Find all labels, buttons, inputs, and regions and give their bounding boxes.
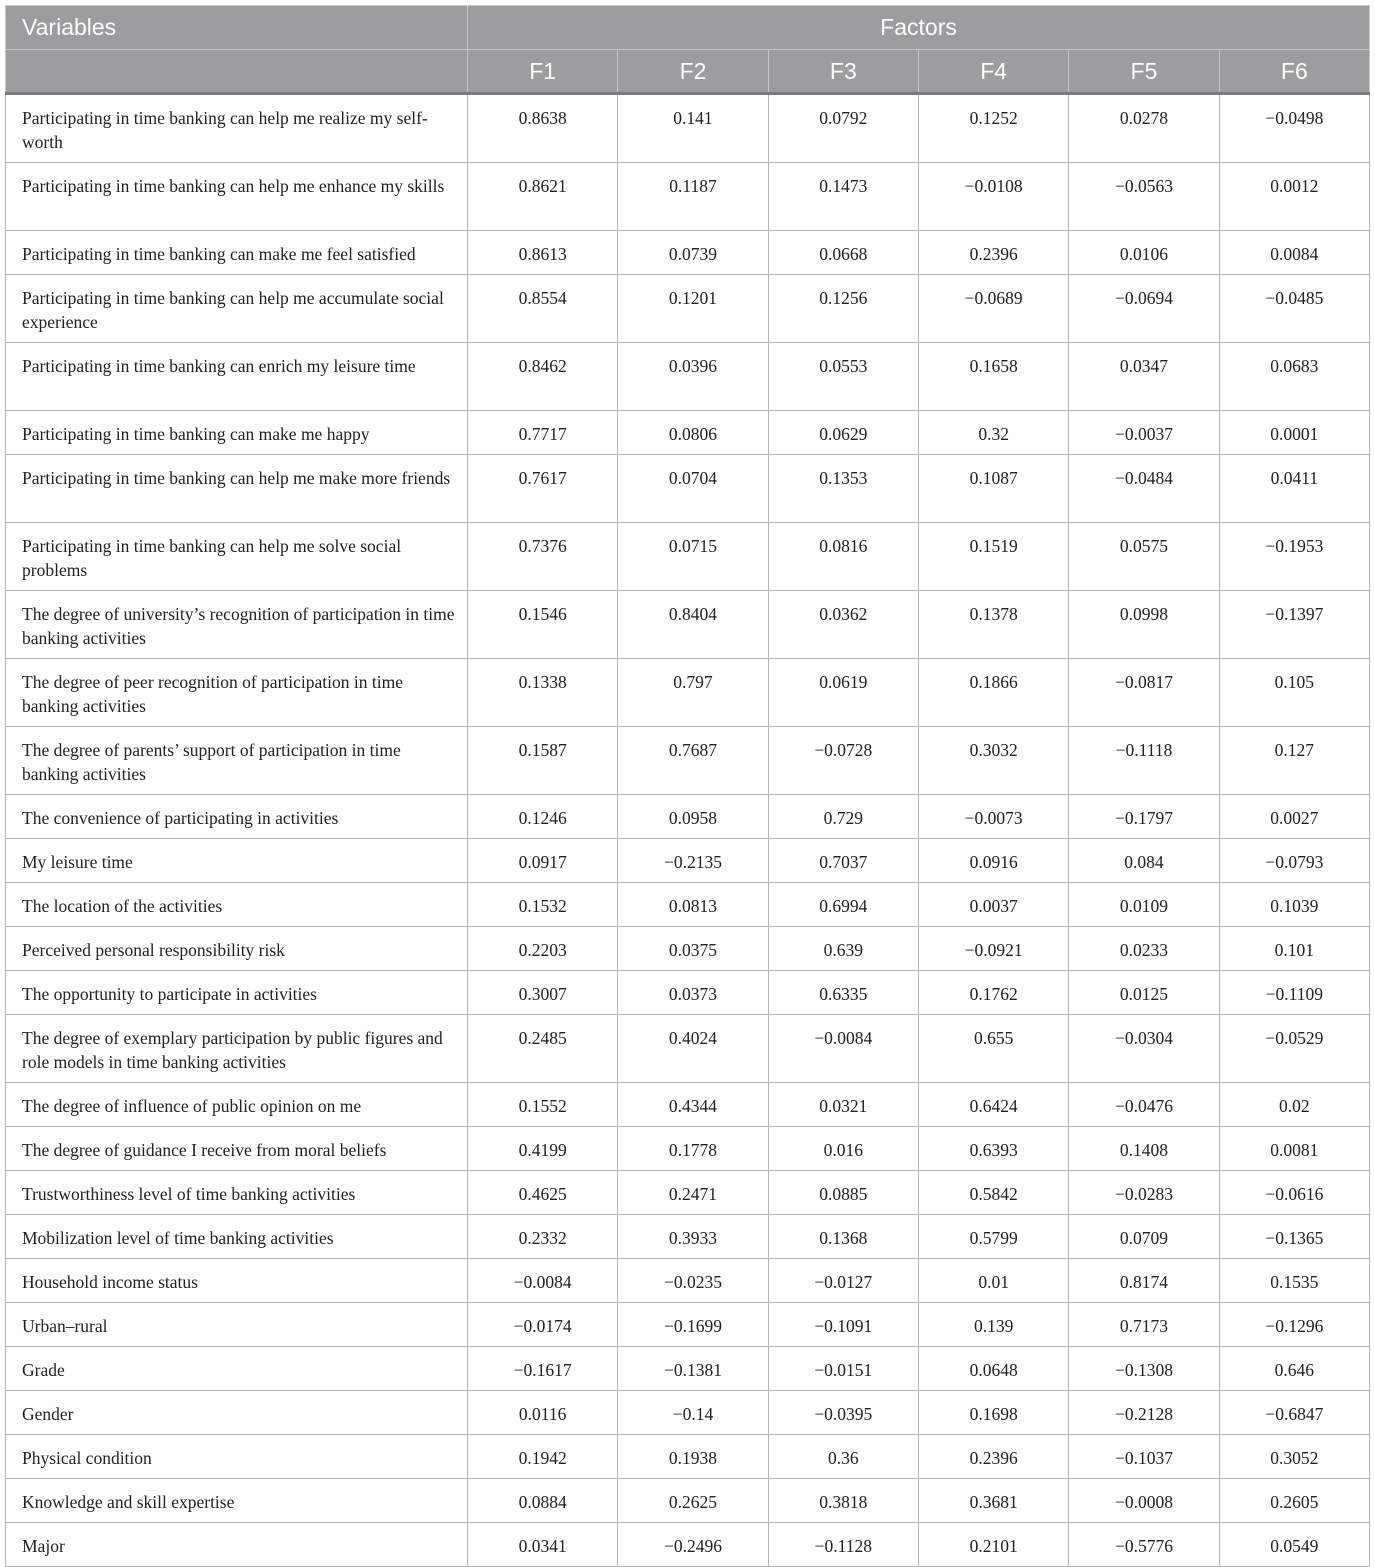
table-header (6, 6, 1370, 94)
loading-value-f2: 0.141 (618, 94, 768, 163)
loading-value-f2: 0.0813 (618, 883, 768, 927)
table-row (6, 795, 1370, 839)
loading-value-f5: −0.1797 (1069, 795, 1219, 839)
loading-value-f3: 0.729 (768, 795, 918, 839)
loading-value-f2: −0.2135 (618, 839, 768, 883)
loading-value-f5: −0.5776 (1069, 1523, 1219, 1567)
table-row (6, 1083, 1370, 1127)
loading-value-f5: −0.0304 (1069, 1015, 1219, 1083)
loading-value-f2: −0.0235 (618, 1259, 768, 1303)
loading-value-f3: −0.0395 (768, 1391, 918, 1435)
table-row (6, 1435, 1370, 1479)
loading-value-f2: 0.2625 (618, 1479, 768, 1523)
loading-value-f1: 0.4625 (468, 1171, 618, 1215)
loading-value-f1: 0.3007 (468, 971, 618, 1015)
loading-value-f3: 0.639 (768, 927, 918, 971)
variable-label: Participating in time banking can help me realize my self-worth (6, 94, 468, 163)
variable-label: Participating in time banking can help me make more friends (6, 455, 468, 523)
loading-value-f2: 0.0375 (618, 927, 768, 971)
table-row (6, 1171, 1370, 1215)
loading-value-f3: −0.1091 (768, 1303, 918, 1347)
loading-value-f4: 0.6424 (918, 1083, 1068, 1127)
loading-value-f6: 0.0084 (1219, 231, 1369, 275)
table-row (6, 411, 1370, 455)
loading-value-f1: 0.8621 (468, 163, 618, 231)
factors-header: Factors (468, 6, 1370, 50)
loading-value-f2: −0.14 (618, 1391, 768, 1435)
loading-value-f5: 0.0125 (1069, 971, 1219, 1015)
variable-label: The degree of exemplary participation by public figures and role models in time banking activities (6, 1015, 468, 1083)
loading-value-f1: 0.1246 (468, 795, 618, 839)
loading-value-f2: 0.7687 (618, 727, 768, 795)
variable-label: The convenience of participating in activities (6, 795, 468, 839)
loading-value-f2: 0.0396 (618, 343, 768, 411)
variables-header-blank (6, 50, 468, 94)
table-row (6, 455, 1370, 523)
table-row (6, 275, 1370, 343)
variable-label: Physical condition (6, 1435, 468, 1479)
loading-value-f4: 0.5842 (918, 1171, 1068, 1215)
variable-label: Participating in time banking can make me feel satisfied (6, 231, 468, 275)
loading-value-f2: 0.0373 (618, 971, 768, 1015)
loading-value-f4: 0.3681 (918, 1479, 1068, 1523)
loading-value-f6: −0.0793 (1219, 839, 1369, 883)
loading-value-f1: −0.0174 (468, 1303, 618, 1347)
loading-value-f3: −0.0728 (768, 727, 918, 795)
loading-value-f1: 0.7617 (468, 455, 618, 523)
loading-value-f5: −0.2128 (1069, 1391, 1219, 1435)
loading-value-f2: 0.1187 (618, 163, 768, 231)
variable-label: Trustworthiness level of time banking activities (6, 1171, 468, 1215)
variable-label: The degree of peer recognition of participation in time banking activities (6, 659, 468, 727)
loading-value-f6: 0.02 (1219, 1083, 1369, 1127)
loading-value-f6: 0.1039 (1219, 883, 1369, 927)
loading-value-f4: 0.5799 (918, 1215, 1068, 1259)
loading-value-f2: 0.4024 (618, 1015, 768, 1083)
header-row-top (6, 6, 1370, 50)
table-row (6, 163, 1370, 231)
loading-value-f3: 0.0792 (768, 94, 918, 163)
loading-value-f5: −0.1118 (1069, 727, 1219, 795)
loading-value-f3: 0.3818 (768, 1479, 918, 1523)
loading-value-f5: 0.7173 (1069, 1303, 1219, 1347)
loading-value-f4: 0.2396 (918, 231, 1068, 275)
loading-value-f4: 0.0916 (918, 839, 1068, 883)
loading-value-f5: 0.0998 (1069, 591, 1219, 659)
loading-value-f1: −0.0084 (468, 1259, 618, 1303)
loading-value-f6: −0.0498 (1219, 94, 1369, 163)
table-row (6, 523, 1370, 591)
loading-value-f4: 0.01 (918, 1259, 1068, 1303)
loading-value-f4: 0.0037 (918, 883, 1068, 927)
loading-value-f6: 0.105 (1219, 659, 1369, 727)
loading-value-f1: 0.2203 (468, 927, 618, 971)
variable-label: Major (6, 1523, 468, 1567)
table-row (6, 343, 1370, 411)
loading-value-f3: −0.0127 (768, 1259, 918, 1303)
loading-value-f1: 0.1546 (468, 591, 618, 659)
loading-value-f4: 0.3032 (918, 727, 1068, 795)
loading-value-f2: 0.4344 (618, 1083, 768, 1127)
loading-value-f6: −0.1109 (1219, 971, 1369, 1015)
factor-column-header: F3 (768, 50, 918, 94)
factor-column-header: F2 (618, 50, 768, 94)
variable-label: Gender (6, 1391, 468, 1435)
loading-value-f1: 0.0917 (468, 839, 618, 883)
loading-value-f6: 0.2605 (1219, 1479, 1369, 1523)
table-row (6, 1479, 1370, 1523)
loading-value-f1: 0.8554 (468, 275, 618, 343)
loading-value-f5: 0.0233 (1069, 927, 1219, 971)
factor-column-header: F6 (1219, 50, 1369, 94)
loading-value-f3: 0.1473 (768, 163, 918, 231)
loading-value-f3: 0.0362 (768, 591, 918, 659)
loading-value-f2: 0.0958 (618, 795, 768, 839)
loading-value-f2: 0.1938 (618, 1435, 768, 1479)
table-row (6, 1015, 1370, 1083)
loading-value-f1: 0.8462 (468, 343, 618, 411)
header-row-factors (6, 50, 1370, 94)
variable-label: My leisure time (6, 839, 468, 883)
loading-value-f4: −0.0689 (918, 275, 1068, 343)
variable-label: The opportunity to participate in activities (6, 971, 468, 1015)
loading-value-f3: 0.0321 (768, 1083, 918, 1127)
loading-value-f5: −0.1308 (1069, 1347, 1219, 1391)
loading-value-f3: −0.0084 (768, 1015, 918, 1083)
table-row (6, 1523, 1370, 1567)
loading-value-f6: 0.0001 (1219, 411, 1369, 455)
table-row (6, 1127, 1370, 1171)
loading-value-f5: −0.0484 (1069, 455, 1219, 523)
variable-label: Perceived personal responsibility risk (6, 927, 468, 971)
variable-label: Participating in time banking can help me accumulate social experience (6, 275, 468, 343)
loading-value-f4: 0.1252 (918, 94, 1068, 163)
table-row (6, 94, 1370, 163)
loading-value-f1: 0.0884 (468, 1479, 618, 1523)
loading-value-f4: −0.0073 (918, 795, 1068, 839)
loading-value-f5: −0.0476 (1069, 1083, 1219, 1127)
loading-value-f1: 0.1532 (468, 883, 618, 927)
loading-value-f5: 0.0106 (1069, 231, 1219, 275)
loading-value-f2: 0.0806 (618, 411, 768, 455)
variable-label: Household income status (6, 1259, 468, 1303)
loading-value-f4: 0.32 (918, 411, 1068, 455)
loading-value-f6: −0.1953 (1219, 523, 1369, 591)
variable-label: Mobilization level of time banking activities (6, 1215, 468, 1259)
loading-value-f4: 0.1698 (918, 1391, 1068, 1435)
variable-label: The degree of parents’ support of participation in time banking activities (6, 727, 468, 795)
table-row (6, 1215, 1370, 1259)
loading-value-f6: 0.0027 (1219, 795, 1369, 839)
loading-value-f5: −0.0817 (1069, 659, 1219, 727)
factor-loading-table-container (5, 5, 1369, 1567)
table-row (6, 231, 1370, 275)
loading-value-f6: −0.1365 (1219, 1215, 1369, 1259)
loading-value-f1: 0.8613 (468, 231, 618, 275)
loading-value-f6: 0.3052 (1219, 1435, 1369, 1479)
loading-value-f5: 0.0575 (1069, 523, 1219, 591)
loading-value-f1: 0.7717 (468, 411, 618, 455)
loading-value-f6: 0.0012 (1219, 163, 1369, 231)
loading-value-f5: −0.0283 (1069, 1171, 1219, 1215)
loading-value-f2: 0.797 (618, 659, 768, 727)
loading-value-f1: 0.8638 (468, 94, 618, 163)
loading-value-f3: 0.1353 (768, 455, 918, 523)
loading-value-f1: 0.1552 (468, 1083, 618, 1127)
variable-label: Grade (6, 1347, 468, 1391)
loading-value-f1: 0.2332 (468, 1215, 618, 1259)
loading-value-f5: −0.0694 (1069, 275, 1219, 343)
loading-value-f4: −0.0108 (918, 163, 1068, 231)
loading-value-f4: 0.6393 (918, 1127, 1068, 1171)
loading-value-f3: 0.0885 (768, 1171, 918, 1215)
loading-value-f4: −0.0921 (918, 927, 1068, 971)
loading-value-f3: −0.1128 (768, 1523, 918, 1567)
loading-value-f1: −0.1617 (468, 1347, 618, 1391)
loading-value-f3: 0.7037 (768, 839, 918, 883)
loading-value-f2: 0.2471 (618, 1171, 768, 1215)
loading-value-f6: 0.646 (1219, 1347, 1369, 1391)
table-row (6, 659, 1370, 727)
variable-label: Knowledge and skill expertise (6, 1479, 468, 1523)
variable-label: Participating in time banking can make me happy (6, 411, 468, 455)
loading-value-f3: 0.0668 (768, 231, 918, 275)
loading-value-f3: −0.0151 (768, 1347, 918, 1391)
loading-value-f4: 0.1378 (918, 591, 1068, 659)
loading-value-f5: −0.0037 (1069, 411, 1219, 455)
variable-label: The location of the activities (6, 883, 468, 927)
loading-value-f4: 0.1762 (918, 971, 1068, 1015)
loading-value-f3: 0.016 (768, 1127, 918, 1171)
loading-value-f1: 0.1338 (468, 659, 618, 727)
loading-value-f1: 0.0341 (468, 1523, 618, 1567)
loading-value-f3: 0.0629 (768, 411, 918, 455)
loading-value-f6: −0.6847 (1219, 1391, 1369, 1435)
loading-value-f4: 0.1087 (918, 455, 1068, 523)
loading-value-f4: 0.139 (918, 1303, 1068, 1347)
loading-value-f5: 0.0109 (1069, 883, 1219, 927)
loading-value-f6: 0.1535 (1219, 1259, 1369, 1303)
loading-value-f4: 0.1866 (918, 659, 1068, 727)
table-body (6, 94, 1370, 1567)
loading-value-f4: 0.1519 (918, 523, 1068, 591)
loading-value-f6: −0.0485 (1219, 275, 1369, 343)
variable-label: The degree of university’s recognition of participation in time banking activities (6, 591, 468, 659)
loading-value-f3: 0.0619 (768, 659, 918, 727)
loading-value-f3: 0.1368 (768, 1215, 918, 1259)
table-row (6, 971, 1370, 1015)
loading-value-f5: 0.0278 (1069, 94, 1219, 163)
loading-value-f5: −0.0563 (1069, 163, 1219, 231)
loading-value-f6: −0.1296 (1219, 1303, 1369, 1347)
loading-value-f2: 0.0704 (618, 455, 768, 523)
loading-value-f1: 0.7376 (468, 523, 618, 591)
variable-label: The degree of guidance I receive from moral beliefs (6, 1127, 468, 1171)
loading-value-f2: 0.0715 (618, 523, 768, 591)
loading-value-f1: 0.1587 (468, 727, 618, 795)
factor-loading-table (5, 5, 1370, 1567)
loading-value-f4: 0.2396 (918, 1435, 1068, 1479)
table-row (6, 839, 1370, 883)
loading-value-f2: −0.2496 (618, 1523, 768, 1567)
table-row (6, 1391, 1370, 1435)
loading-value-f2: 0.1201 (618, 275, 768, 343)
loading-value-f6: −0.1397 (1219, 591, 1369, 659)
loading-value-f5: 0.0347 (1069, 343, 1219, 411)
loading-value-f3: 0.36 (768, 1435, 918, 1479)
loading-value-f4: 0.0648 (918, 1347, 1068, 1391)
loading-value-f3: 0.6335 (768, 971, 918, 1015)
loading-value-f6: −0.0616 (1219, 1171, 1369, 1215)
loading-value-f6: 0.101 (1219, 927, 1369, 971)
loading-value-f3: 0.6994 (768, 883, 918, 927)
loading-value-f1: 0.2485 (468, 1015, 618, 1083)
loading-value-f5: −0.0008 (1069, 1479, 1219, 1523)
loading-value-f3: 0.1256 (768, 275, 918, 343)
table-row (6, 1347, 1370, 1391)
loading-value-f6: −0.0529 (1219, 1015, 1369, 1083)
loading-value-f6: 0.0411 (1219, 455, 1369, 523)
factor-column-header: F5 (1069, 50, 1219, 94)
factor-column-header: F4 (918, 50, 1068, 94)
loading-value-f5: 0.1408 (1069, 1127, 1219, 1171)
loading-value-f4: 0.655 (918, 1015, 1068, 1083)
variables-header: Variables (6, 6, 468, 50)
loading-value-f5: −0.1037 (1069, 1435, 1219, 1479)
loading-value-f3: 0.0816 (768, 523, 918, 591)
loading-value-f6: 0.0081 (1219, 1127, 1369, 1171)
loading-value-f5: 0.0709 (1069, 1215, 1219, 1259)
loading-value-f2: −0.1699 (618, 1303, 768, 1347)
loading-value-f6: 0.0683 (1219, 343, 1369, 411)
loading-value-f5: 0.8174 (1069, 1259, 1219, 1303)
loading-value-f2: 0.0739 (618, 231, 768, 275)
variable-label: The degree of influence of public opinion on me (6, 1083, 468, 1127)
loading-value-f6: 0.127 (1219, 727, 1369, 795)
factor-column-header: F1 (468, 50, 618, 94)
loading-value-f1: 0.4199 (468, 1127, 618, 1171)
table-row (6, 1303, 1370, 1347)
table-row (6, 591, 1370, 659)
loading-value-f2: 0.3933 (618, 1215, 768, 1259)
table-row (6, 727, 1370, 795)
loading-value-f1: 0.0116 (468, 1391, 618, 1435)
table-row (6, 1259, 1370, 1303)
variable-label: Participating in time banking can enrich my leisure time (6, 343, 468, 411)
variable-label: Urban–rural (6, 1303, 468, 1347)
loading-value-f5: 0.084 (1069, 839, 1219, 883)
loading-value-f3: 0.0553 (768, 343, 918, 411)
loading-value-f4: 0.2101 (918, 1523, 1068, 1567)
table-row (6, 927, 1370, 971)
table-row (6, 883, 1370, 927)
loading-value-f2: 0.8404 (618, 591, 768, 659)
loading-value-f2: 0.1778 (618, 1127, 768, 1171)
loading-value-f6: 0.0549 (1219, 1523, 1369, 1567)
variable-label: Participating in time banking can help me enhance my skills (6, 163, 468, 231)
loading-value-f4: 0.1658 (918, 343, 1068, 411)
variable-label: Participating in time banking can help me solve social problems (6, 523, 468, 591)
loading-value-f1: 0.1942 (468, 1435, 618, 1479)
loading-value-f2: −0.1381 (618, 1347, 768, 1391)
